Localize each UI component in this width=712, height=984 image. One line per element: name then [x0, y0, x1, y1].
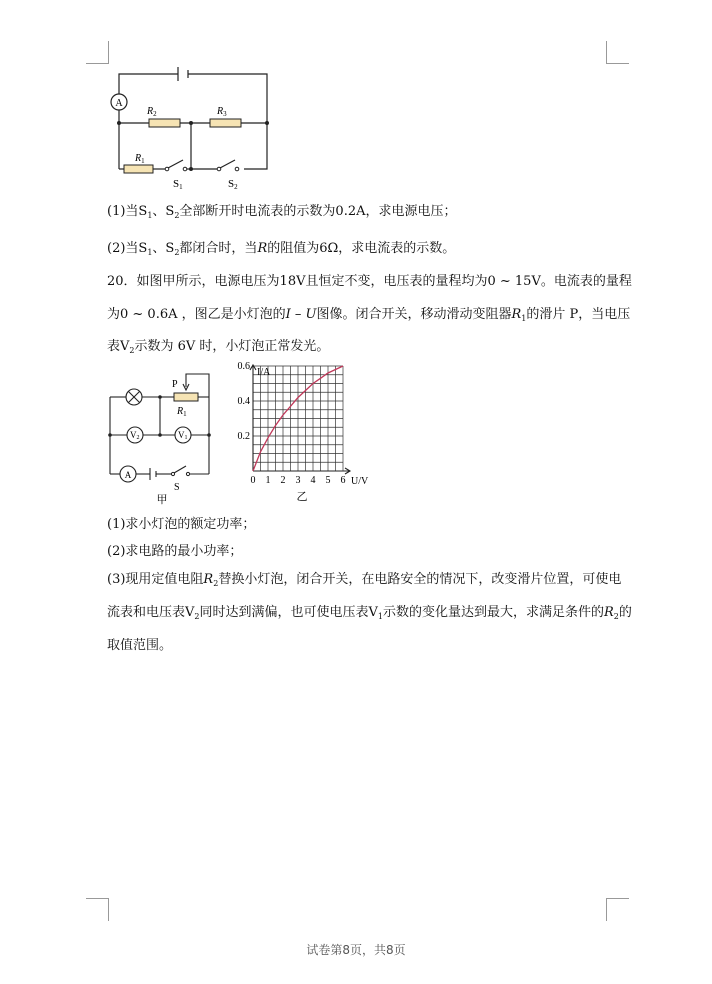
switch-s-label: S: [174, 482, 180, 493]
switch-contact: [186, 472, 189, 475]
junction-dot: [189, 121, 193, 125]
q20-sub3-line1: (3)现用定值电阻$R_2$替换小灯泡，闭合开关，在电路安全的情况下，改变滑片位置，可使电: [107, 572, 622, 588]
y-axis-label: I/A: [257, 367, 271, 378]
junction-dot: [117, 121, 121, 125]
switch-s1-contact: [183, 167, 187, 171]
r2-label: $R_2$: [147, 106, 157, 118]
switch-s2-blade: [220, 160, 235, 168]
v2-label: V2: [130, 430, 140, 441]
junction-dot: [265, 121, 269, 125]
slider-p-label: P: [172, 379, 178, 390]
chart-axes: [250, 365, 350, 474]
x-axis-label: U/V: [351, 476, 369, 487]
junction-dot: [158, 433, 162, 437]
crop-mark-bottom-left: [86, 898, 109, 921]
crop-mark-top-right: [606, 41, 629, 64]
q20-sub3-line3: 取值范围。: [107, 638, 173, 653]
iu-graph-yi: [230, 362, 378, 506]
diagram-caption-jia: 甲: [156, 494, 168, 506]
q19-part1: (1)当$S_1$、$S_2$全部断开时电流表的示数为0.2A，求电源电压；: [107, 204, 457, 220]
switch-blade: [174, 466, 186, 473]
s2-label: S2: [228, 178, 238, 191]
switch-contact: [171, 472, 174, 475]
page-footer: 试卷第8页，共8页: [306, 943, 406, 957]
resistor-r1: [124, 165, 153, 173]
x-tick-label: 3: [295, 475, 301, 486]
q20-text-line2: 为0 ~ 0.6A ，图乙是小灯泡的I – U图像。闭合开关，移动滑动变阻器$R_1$的滑片 P，当电压: [107, 307, 631, 323]
ammeter-label: A: [124, 470, 132, 480]
x-tick-label: 0: [250, 475, 256, 486]
switch-s1-blade: [168, 160, 183, 168]
junction-dot: [189, 167, 193, 171]
s1-label: S1: [173, 178, 183, 191]
switch-s1-contact: [165, 167, 169, 171]
switch-s2-contact: [217, 167, 221, 171]
chart-tick-labels: [238, 362, 346, 486]
q20-text-line3: 表$V_2$示数为 6V 时，小灯泡正常发光。: [107, 339, 330, 355]
junction-dot: [158, 395, 162, 399]
resistor-r2: [149, 119, 180, 127]
x-tick-label: 5: [325, 475, 331, 486]
y-tick-label: 0.4: [237, 396, 250, 407]
crop-mark-bottom-right: [606, 898, 629, 921]
junction-dot: [108, 433, 112, 437]
junction-dot: [207, 433, 211, 437]
chart-caption-yi: 乙: [296, 491, 308, 503]
x-tick-label: 2: [280, 475, 286, 486]
x-tick-label: 4: [310, 475, 316, 486]
q20-sub2: (2)求电路的最小功率；: [107, 544, 243, 559]
x-tick-label: 1: [265, 475, 271, 486]
r1-label: $R_1$: [135, 153, 145, 165]
circuit-diagram-jia: [100, 370, 220, 506]
y-tick-label: 0.2: [237, 431, 250, 442]
y-tick-label: 0.6: [237, 362, 250, 372]
q19-part2: (2)当$S_1$、$S_2$都闭合时，当R的阻值为6Ω，求电流表的示数。: [107, 241, 456, 257]
switch-s2-contact: [235, 167, 239, 171]
q20-text-line1: 20．如图甲所示，电源电压为18V且恒定不变，电压表的量程均为0 ~ 15V。电流表的量程: [107, 274, 632, 289]
v1-label: V1: [178, 430, 188, 441]
ammeter-label: A: [115, 98, 123, 109]
q20-sub3-line2: 流表和电压表$V_2$同时达到满偏，也可使电压表$V_1$示数的变化量达到最大，求满足条件的$R_2$的: [107, 605, 632, 621]
circuit-diagram-q19: [100, 64, 280, 196]
rheostat-r1: [174, 393, 198, 401]
chart-grid: [253, 366, 343, 471]
r3-label: $R_3$: [217, 106, 227, 118]
crop-mark-top-left: [86, 41, 109, 64]
x-tick-label: 6: [340, 475, 346, 486]
resistor-r3: [210, 119, 241, 127]
q20-sub1: (1)求小灯泡的额定功率；: [107, 517, 256, 532]
r1-label: $R_1$: [177, 406, 187, 418]
